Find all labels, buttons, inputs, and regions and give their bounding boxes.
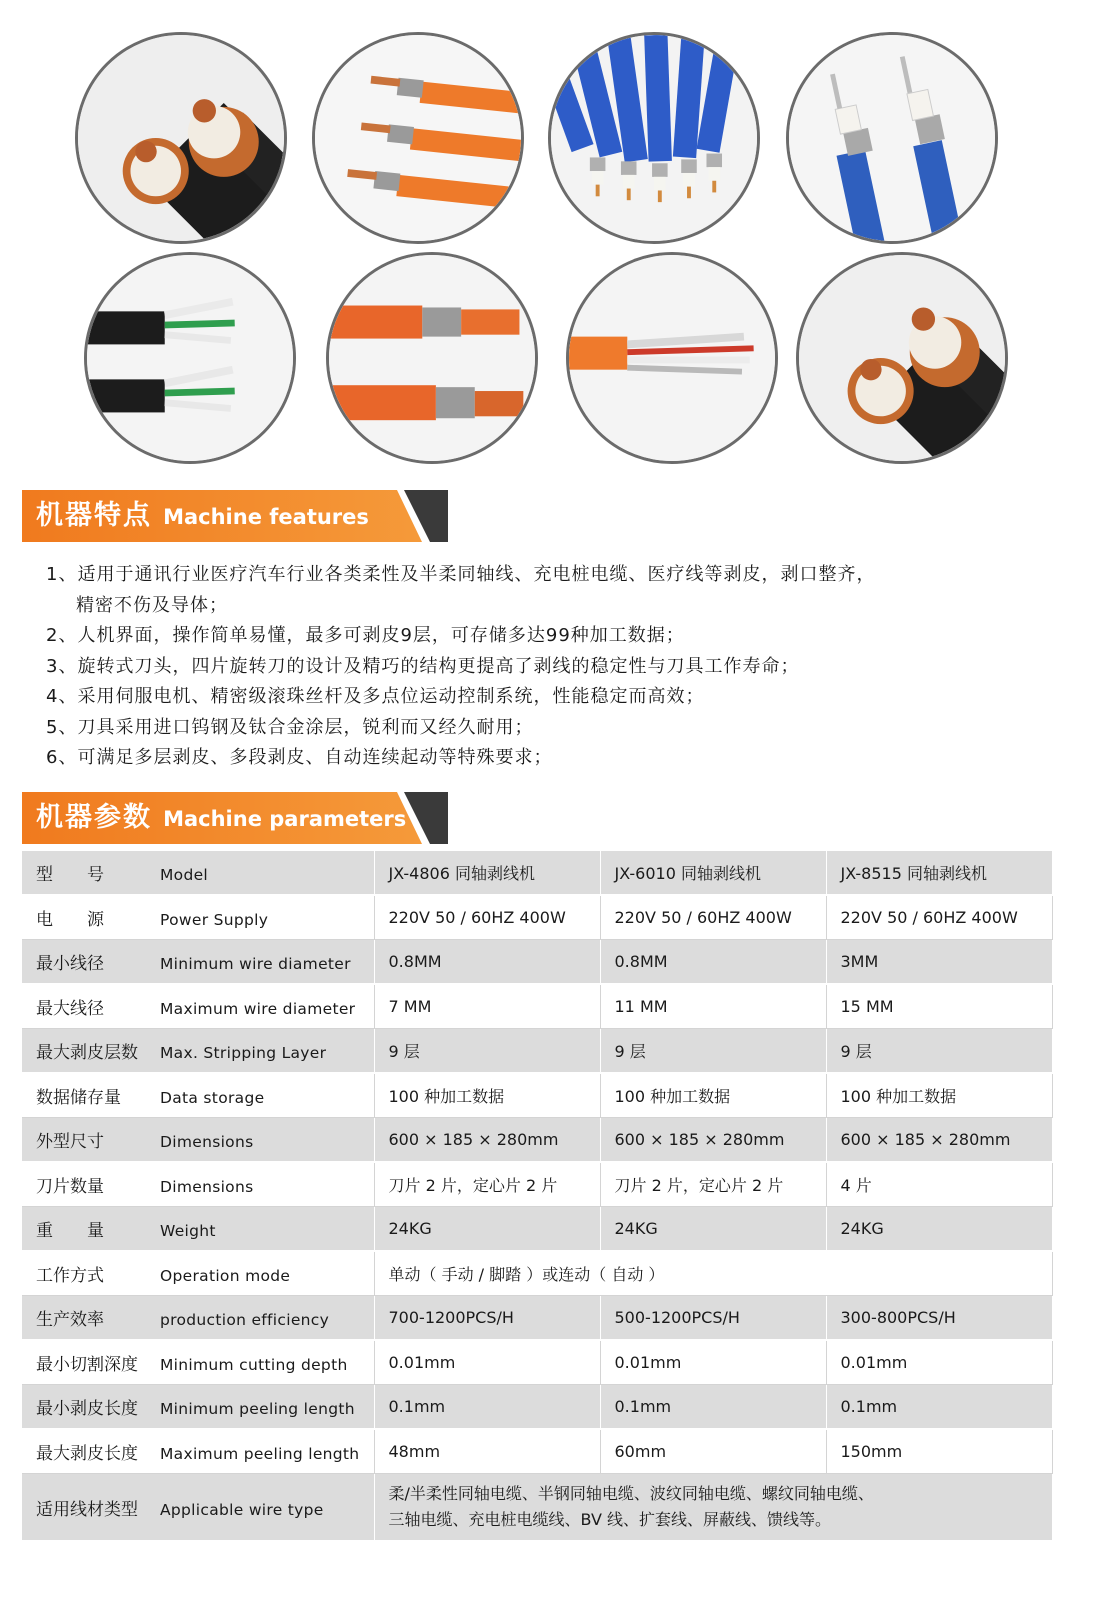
blue-coax-pair-image [789, 35, 995, 241]
table-row [22, 1340, 1052, 1385]
param-label-cell [22, 1385, 374, 1430]
param-value-cell: 3MM [826, 940, 1052, 985]
param-label-cn: 最大线径 [36, 999, 104, 1019]
features-list [46, 560, 1066, 774]
param-label-en: Weight [160, 1222, 216, 1240]
param-label-cn: 生产效率 [36, 1310, 104, 1330]
param-label-en: Dimensions [160, 1133, 254, 1151]
param-label-en: Power Supply [160, 911, 269, 929]
param-value-cell: 700-1200PCS/H [374, 1296, 600, 1341]
param-value-cell: 100 种加工数据 [600, 1073, 826, 1118]
feature-item: 3、旋转式刀头，四片旋转刀的设计及精巧的结构更提高了剥线的稳定性与刀具工作寿命； [46, 655, 800, 677]
feature-item [46, 560, 1066, 621]
param-label-cn: 外型尺寸 [36, 1132, 104, 1152]
parameters-table [22, 851, 1053, 1542]
param-value-cell: 0.01mm [826, 1340, 1052, 1385]
param-label-cell [22, 1073, 374, 1118]
param-value-cell: 0.1mm [600, 1385, 826, 1430]
param-value-cell: 9 层 [600, 1029, 826, 1074]
photo-coax-copper-pair [75, 32, 287, 244]
param-label-cell [22, 1162, 374, 1207]
table-row [22, 1385, 1052, 1430]
param-value-cell: 0.01mm [600, 1340, 826, 1385]
param-value-cell: 0.01mm [374, 1340, 600, 1385]
param-value-cell: 9 层 [374, 1029, 600, 1074]
photo-blue-coax-pair [786, 32, 998, 244]
table-row [22, 984, 1052, 1029]
param-value-cell: 刀片 2 片，定心片 2 片 [374, 1162, 600, 1207]
table-row [22, 1296, 1052, 1341]
param-value-cell: JX-8515 同轴剥线机 [826, 851, 1052, 895]
table-row [22, 895, 1052, 940]
param-label-en: Data storage [160, 1089, 265, 1107]
orange-shielded-pair-image [329, 255, 535, 461]
param-value-cell: 15 MM [826, 984, 1052, 1029]
param-value-cell: JX-4806 同轴剥线机 [374, 851, 600, 895]
orange-cable-trio-image [315, 35, 521, 241]
param-label-cell [22, 1029, 374, 1074]
param-value-cell: 0.1mm [374, 1385, 600, 1430]
black-multicore-pair-image [87, 255, 293, 461]
param-label-cell [22, 984, 374, 1029]
blue-coax-bundle-image [551, 35, 757, 241]
param-label-en: Applicable wire type [160, 1500, 324, 1519]
param-value-cell: 100 种加工数据 [374, 1073, 600, 1118]
param-label-cell [22, 1429, 374, 1474]
params-title-en: Machine parameters [163, 807, 407, 831]
table-row [22, 851, 1052, 895]
param-value-cell-span [374, 1474, 1052, 1542]
param-value-cell: 24KG [374, 1207, 600, 1252]
param-value-cell: 600 × 185 × 280mm [374, 1118, 600, 1163]
param-value-cell: 500-1200PCS/H [600, 1296, 826, 1341]
params-section-header [22, 792, 442, 844]
param-value-cell: 0.8MM [600, 940, 826, 985]
param-value-cell: 刀片 2 片，定心片 2 片 [600, 1162, 826, 1207]
photo-orange-shielded-pair [326, 252, 538, 464]
orange-multicore-single-image [569, 255, 775, 461]
param-value-cell: 0.1mm [826, 1385, 1052, 1430]
feature-text: 1、适用于通讯行业医疗汽车行业各类柔性及半柔同轴线、充电桩电缆、医疗线等剥皮，剥口整齐， [46, 564, 876, 585]
param-label-cn: 最小线径 [36, 954, 104, 974]
wire-type-line: 柔/半柔性同轴电缆、半钢同轴电缆、波纹同轴电缆、螺纹同轴电缆、 [388, 1484, 874, 1503]
param-label-cn: 重 量 [36, 1221, 104, 1241]
param-label-cn: 型 号 [36, 865, 104, 885]
param-label-en: production efficiency [160, 1311, 330, 1329]
param-label-cn: 刀片数量 [36, 1177, 104, 1197]
param-value-cell: 48mm [374, 1429, 600, 1474]
param-value-cell: 220V 50 / 60HZ 400W [826, 895, 1052, 940]
param-label-cell [22, 940, 374, 985]
table-row [22, 1474, 1052, 1542]
param-value-cell: JX-6010 同轴剥线机 [600, 851, 826, 895]
param-value-cell: 60mm [600, 1429, 826, 1474]
param-value-cell: 24KG [826, 1207, 1052, 1252]
param-value-cell: 11 MM [600, 984, 826, 1029]
wire-type-line: 三轴电缆、充电桩电缆线、BV 线、扩套线、屏蔽线、馈线等。 [388, 1510, 832, 1529]
features-title-cn: 机器特点 [36, 500, 152, 531]
table-row [22, 1118, 1052, 1163]
param-value-cell: 600 × 185 × 280mm [826, 1118, 1052, 1163]
param-label-cn: 工作方式 [36, 1266, 104, 1286]
table-row [22, 1073, 1052, 1118]
table-row [22, 940, 1052, 985]
param-label-en: Maximum wire diameter [160, 1000, 356, 1018]
feature-item: 2、人机界面，操作简单易懂，最多可剥皮9层，可存储多达99种加工数据； [46, 625, 685, 646]
param-value-cell: 150mm [826, 1429, 1052, 1474]
coax-copper-pair-image [78, 35, 284, 241]
param-label-cn: 最小切割深度 [36, 1355, 138, 1375]
param-label-en: Model [160, 866, 209, 884]
params-title [36, 792, 406, 844]
param-label-cn: 最小剥皮长度 [36, 1399, 138, 1419]
param-value-cell: 600 × 185 × 280mm [600, 1118, 826, 1163]
param-label-en: Minimum wire diameter [160, 955, 351, 973]
param-label-cell [22, 1207, 374, 1252]
coax-copper-pair-2-image [799, 255, 1005, 461]
param-value-cell: 220V 50 / 60HZ 400W [600, 895, 826, 940]
photo-orange-cable-trio [312, 32, 524, 244]
param-label-cn: 电 源 [36, 910, 104, 930]
feature-item: 4、采用伺服电机、精密级滚珠丝杆及多点位运动控制系统，性能稳定而高效； [46, 686, 705, 707]
photo-orange-multicore-single [566, 252, 778, 464]
table-row [22, 1207, 1052, 1252]
param-value-cell-span: 单动（ 手动 / 脚踏 ）或连动（ 自动 ） [374, 1251, 1052, 1296]
param-value-cell: 300-800PCS/H [826, 1296, 1052, 1341]
param-value-cell: 0.8MM [374, 940, 600, 985]
parameters-table-body [22, 851, 1052, 1541]
param-label-cn: 最大剥皮长度 [36, 1444, 138, 1464]
param-value-cell: 100 种加工数据 [826, 1073, 1052, 1118]
feature-text-continued: 精密不伤及导体； [76, 594, 228, 616]
param-label-cell [22, 1118, 374, 1163]
photo-coax-copper-pair-2 [796, 252, 1008, 464]
param-value-cell: 24KG [600, 1207, 826, 1252]
table-row [22, 1029, 1052, 1074]
param-label-cell [22, 851, 374, 895]
param-label-cell [22, 1340, 374, 1385]
photo-blue-coax-bundle [548, 32, 760, 244]
param-label-en: Minimum peeling length [160, 1400, 355, 1418]
param-label-cn: 适用线材类型 [36, 1499, 138, 1520]
table-row [22, 1162, 1052, 1207]
param-label-cell [22, 1296, 374, 1341]
param-value-cell: 7 MM [374, 984, 600, 1029]
params-title-cn: 机器参数 [36, 802, 152, 833]
feature-item: 6、可满足多层剥皮、多段剥皮、自动连续起动等特殊要求； [46, 747, 553, 768]
param-label-en: Maximum peeling length [160, 1445, 360, 1463]
param-label-cell [22, 1474, 374, 1542]
product-photo-grid [0, 0, 1100, 490]
features-title [36, 490, 369, 542]
param-label-cell [22, 895, 374, 940]
param-label-en: Minimum cutting depth [160, 1356, 348, 1374]
table-row [22, 1251, 1052, 1296]
param-label-cn: 最大剥皮层数 [36, 1043, 138, 1063]
features-section-header [22, 490, 442, 542]
param-label-cell [22, 1251, 374, 1296]
param-value-cell: 9 层 [826, 1029, 1052, 1074]
param-label-cn: 数据储存量 [36, 1088, 121, 1108]
param-label-en: Dimensions [160, 1178, 254, 1196]
feature-item: 5、刀具采用进口钨钢及钛合金涂层，锐利而又经久耐用； [46, 716, 534, 738]
photo-black-multicore-pair [84, 252, 296, 464]
param-label-en: Operation mode [160, 1267, 291, 1285]
param-value-cell: 4 片 [826, 1162, 1052, 1207]
features-title-en: Machine features [163, 505, 369, 529]
param-label-en: Max. Stripping Layer [160, 1044, 327, 1062]
param-value-cell: 220V 50 / 60HZ 400W [374, 895, 600, 940]
table-row [22, 1429, 1052, 1474]
